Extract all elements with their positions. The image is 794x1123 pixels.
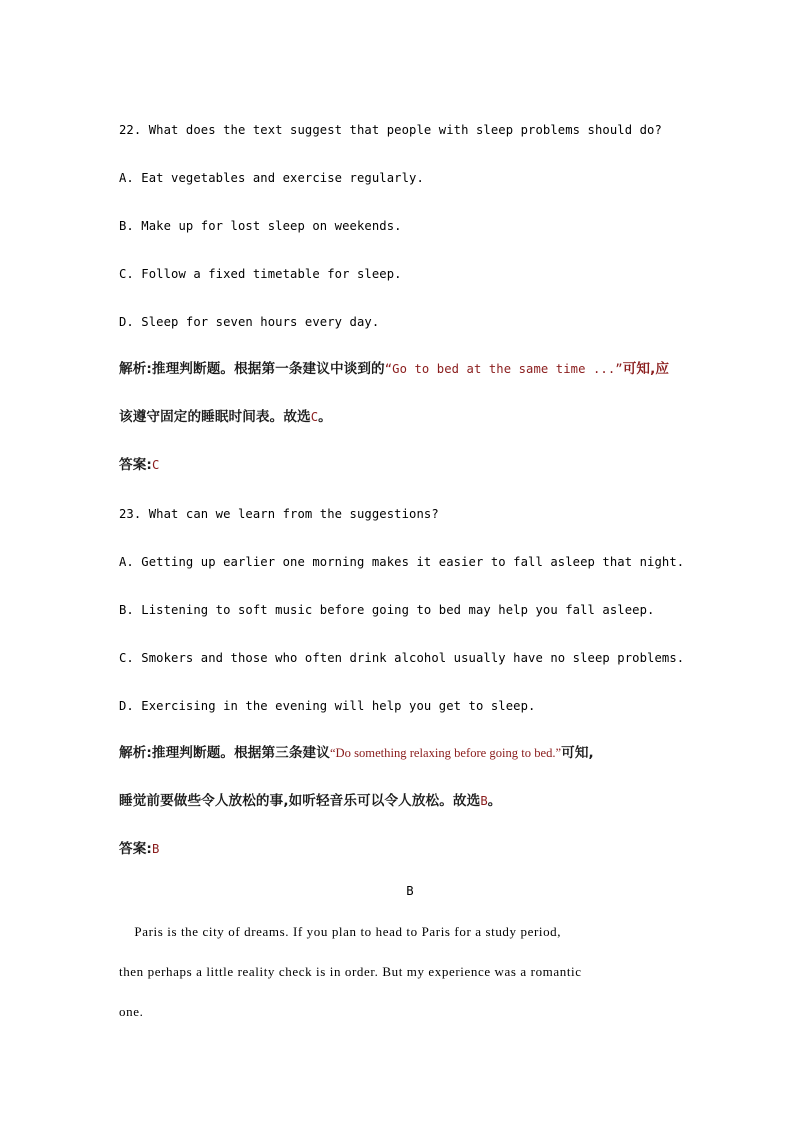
q22-analysis-line2 [119,409,332,425]
q22-answer [119,457,159,473]
q23-option-c: C. Smokers and those who often drink alcohol usually have no sleep problems. [119,651,685,665]
q23-analysis-line2-letter: B [480,794,488,808]
q22-analysis-label: 解析:推理判断题。根据第一条建议中谈到的 [119,361,385,377]
q23-question: 23. What can we learn from the suggestions? [119,507,439,521]
q22-analysis-line1 [119,361,669,377]
q23-option-d: D. Exercising in the evening will help you get to sleep. [119,699,536,713]
q22-analysis-quote: “Go to bed at the same time ...” [384,362,623,376]
q22-question: 22. What does the text suggest that people with sleep problems should do? [119,123,662,137]
q22-analysis-line2-letter: C [310,410,319,424]
q22-analysis-after: 可知,应 [622,361,670,377]
q22-option-a: A. Eat vegetables and exercise regularly. [119,171,424,185]
q23-analysis-line2 [119,793,501,809]
q23-analysis-line2-text: 睡觉前要做些令人放松的事,如听轻音乐可以令人放松。故选 [119,793,481,809]
q22-answer-label: 答案: [119,457,152,473]
q23-answer [119,841,159,857]
q23-analysis-quote: “Do something relaxing before going to bed.” [329,746,562,760]
q23-analysis-after: 可知, [561,745,594,761]
section-b-para-line1: Paris is the city of dreams. If you plan to head to Paris for a study period, [119,924,562,939]
q23-analysis-label: 解析:推理判断题。根据第三条建议 [119,745,330,761]
q22-option-b: B. Make up for lost sleep on weekends. [119,219,402,233]
section-b-para-line3: one. [119,1004,144,1019]
q23-analysis-line2-end: 。 [487,793,502,809]
q22-analysis-line2-text: 该遵守固定的睡眠时间表。故选 [119,409,311,425]
q22-analysis-line2-end: 。 [318,409,332,425]
section-b-heading: B [406,884,414,898]
q23-analysis-line1 [119,745,594,761]
q23-option-b: B. Listening to soft music before going to bed may help you fall asleep. [119,603,655,617]
q22-option-d: D. Sleep for seven hours every day. [119,315,380,329]
q22-answer-value: C [151,458,160,472]
q23-option-a: A. Getting up earlier one morning makes it easier to fall asleep that night. [119,555,685,569]
q23-answer-value: B [151,842,160,856]
section-b-para-line2: then perhaps a little reality check is in order. But my experience was a romantic [119,964,582,979]
q22-option-c: C. Follow a fixed timetable for sleep. [119,267,402,281]
q23-answer-label: 答案: [119,841,152,857]
